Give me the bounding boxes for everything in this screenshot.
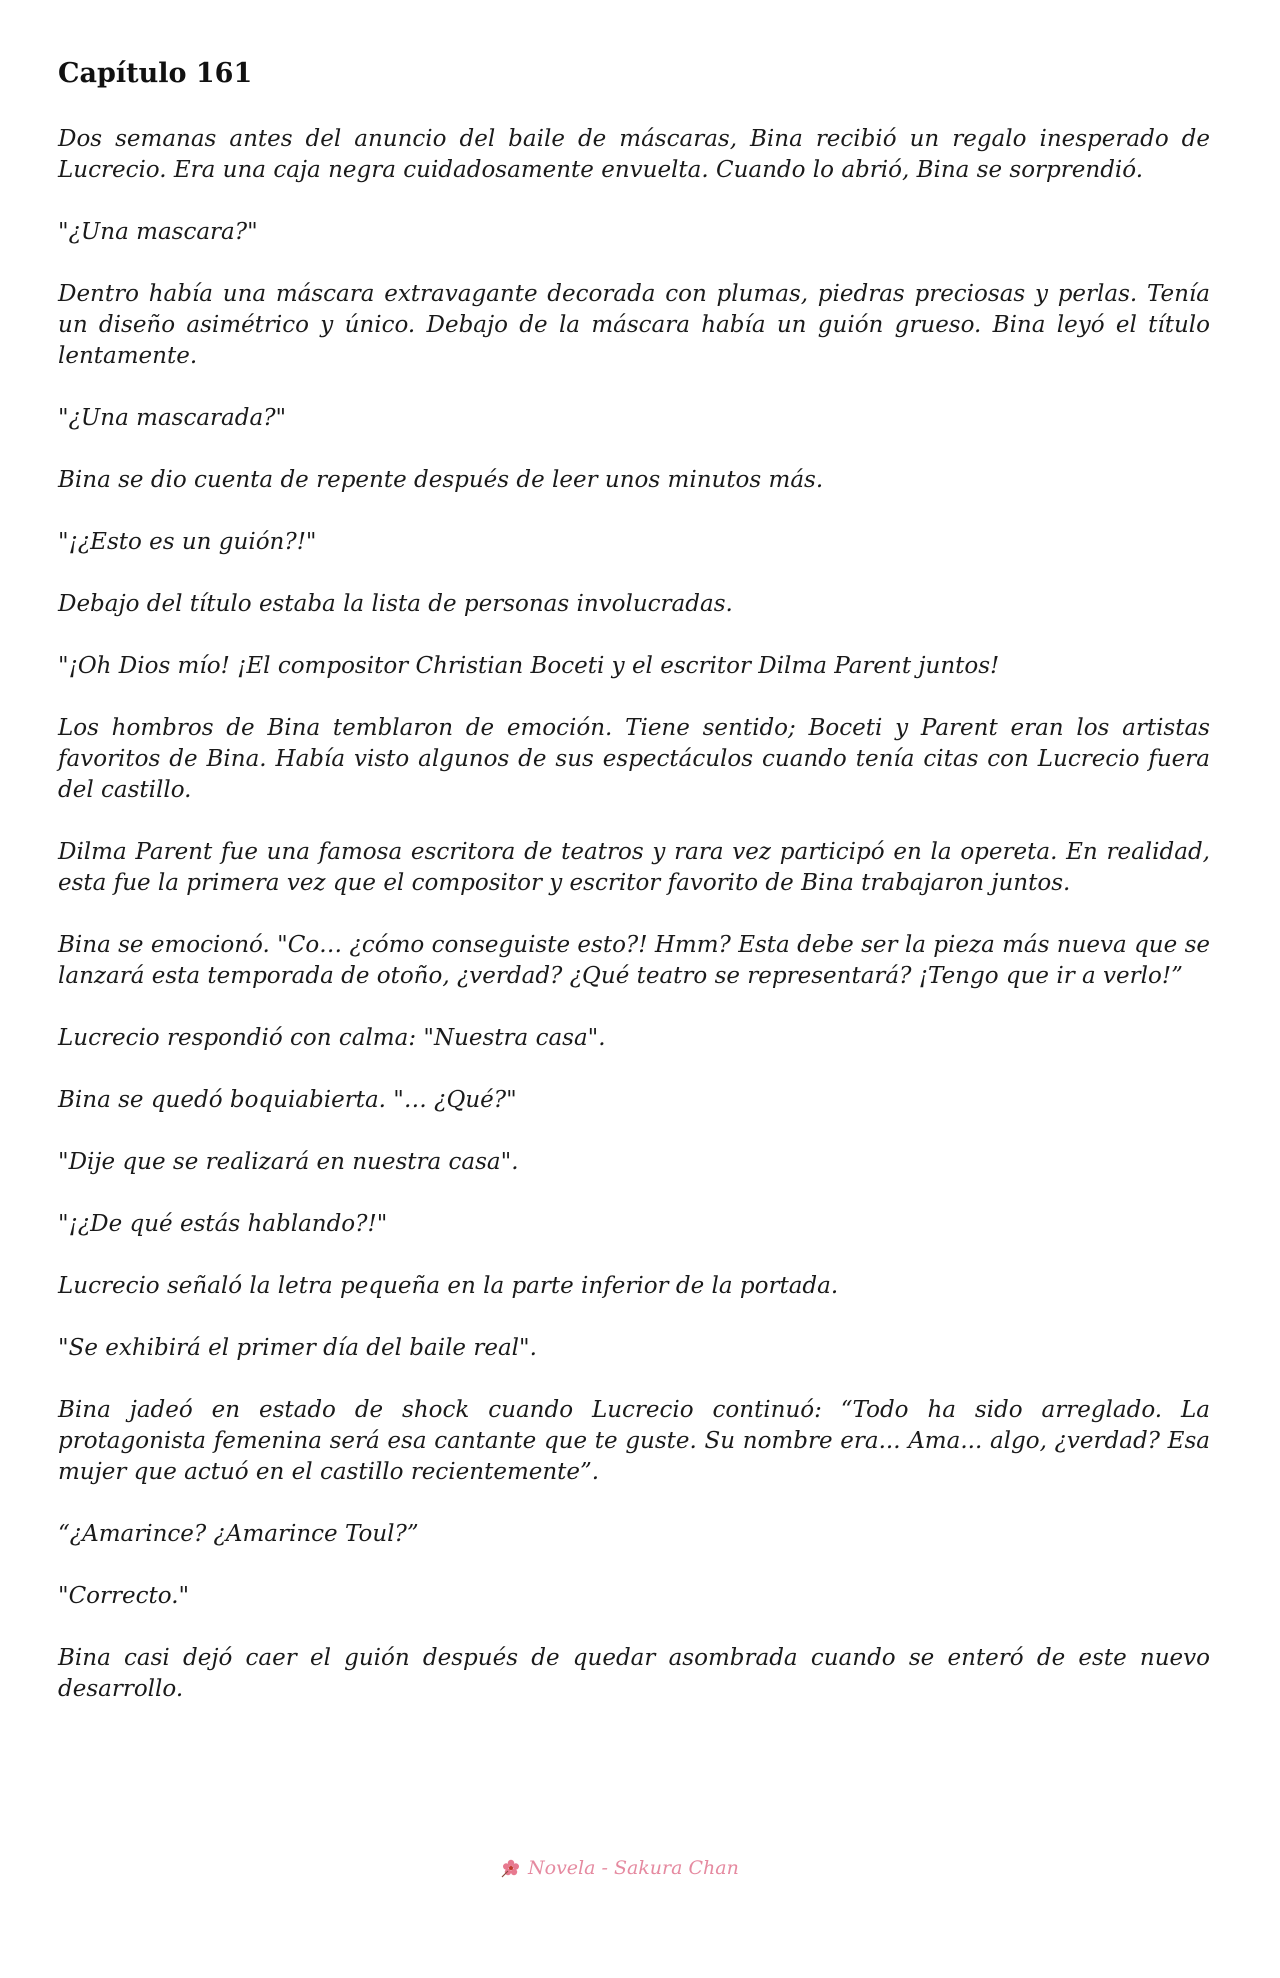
paragraph: "Correcto."	[58, 1583, 190, 1609]
watermark	[500, 1852, 739, 1884]
paragraph: Dos semanas antes del anuncio del baile de máscaras, Bina recibió un regalo inesperado de Lucrecio. Era una caja negra cuidadosamente envuelta. Cuando lo abrió, Bina se sorprendió.	[58, 126, 1210, 183]
paragraph: "Se exhibirá el primer día del baile real".	[58, 1335, 537, 1361]
paragraph: Lucrecio respondió con calma: "Nuestra casa".	[58, 1025, 606, 1051]
cherry-blossom-icon	[500, 1857, 522, 1879]
paragraph: Bina se quedó boquiabierta. "… ¿Qué?"	[58, 1087, 517, 1113]
paragraph: Bina casi dejó caer el guión después de quedar asombrada cuando se enteró de este nuevo desarrollo.	[58, 1645, 1210, 1702]
paragraph: “¿Amarince? ¿Amarince Toul?”	[58, 1521, 419, 1547]
paragraph: "¡Oh Dios mío! ¡El compositor Christian Boceti y el escritor Dilma Parent juntos!	[58, 653, 1000, 679]
paragraph: "¡¿Esto es un guión?!"	[58, 529, 317, 555]
paragraph: Bina se emocionó. "Co… ¿cómo conseguiste esto?! Hmm? Esta debe ser la pieza más nueva que se lanzará esta temporada de otoño, ¿verdad? ¿Qué teatro se representará? ¡Tengo que ir a verlo!”	[58, 932, 1210, 989]
paragraph: Debajo del título estaba la lista de personas involucradas.	[58, 591, 733, 617]
paragraph: Bina jadeó en estado de shock cuando Lucrecio continuó: “Todo ha sido arreglado. La protagonista femenina será esa cantante que te guste. Su nombre era... Ama... algo, ¿verdad? Esa mujer que actuó en el castillo recientemente”.	[58, 1397, 1210, 1485]
paragraph: Bina se dio cuenta de repente después de leer unos minutos más.	[58, 467, 824, 493]
paragraph: "¡¿De qué estás hablando?!"	[58, 1211, 388, 1237]
paragraph: Dilma Parent fue una famosa escritora de teatros y rara vez participó en la opereta. En realidad, esta fue la primera vez que el compositor y escritor favorito de Bina trabajaron juntos.	[58, 839, 1210, 896]
chapter-title: Capítulo 161	[58, 58, 253, 89]
paragraph: Lucrecio señaló la letra pequeña en la parte inferior de la portada.	[58, 1273, 839, 1299]
paragraph: Dentro había una máscara extravagante decorada con plumas, piedras preciosas y perlas. Tenía un diseño asimétrico y único. Debajo de la máscara había un guión grueso. Bina leyó el título lentamente.	[58, 281, 1210, 369]
paragraph: "Dije que se realizará en nuestra casa".	[58, 1149, 519, 1175]
watermark-text: Novela - Sakura Chan	[528, 1857, 739, 1879]
paragraph: "¿Una mascarada?"	[58, 405, 287, 431]
chapter-body	[58, 124, 1210, 1736]
paragraph: "¿Una mascara?"	[58, 219, 258, 245]
paragraph: Los hombros de Bina temblaron de emoción. Tiene sentido; Boceti y Parent eran los artistas favoritos de Bina. Había visto algunos de sus espectáculos cuando tenía citas con Lucrecio fuera del castillo.	[58, 715, 1210, 803]
